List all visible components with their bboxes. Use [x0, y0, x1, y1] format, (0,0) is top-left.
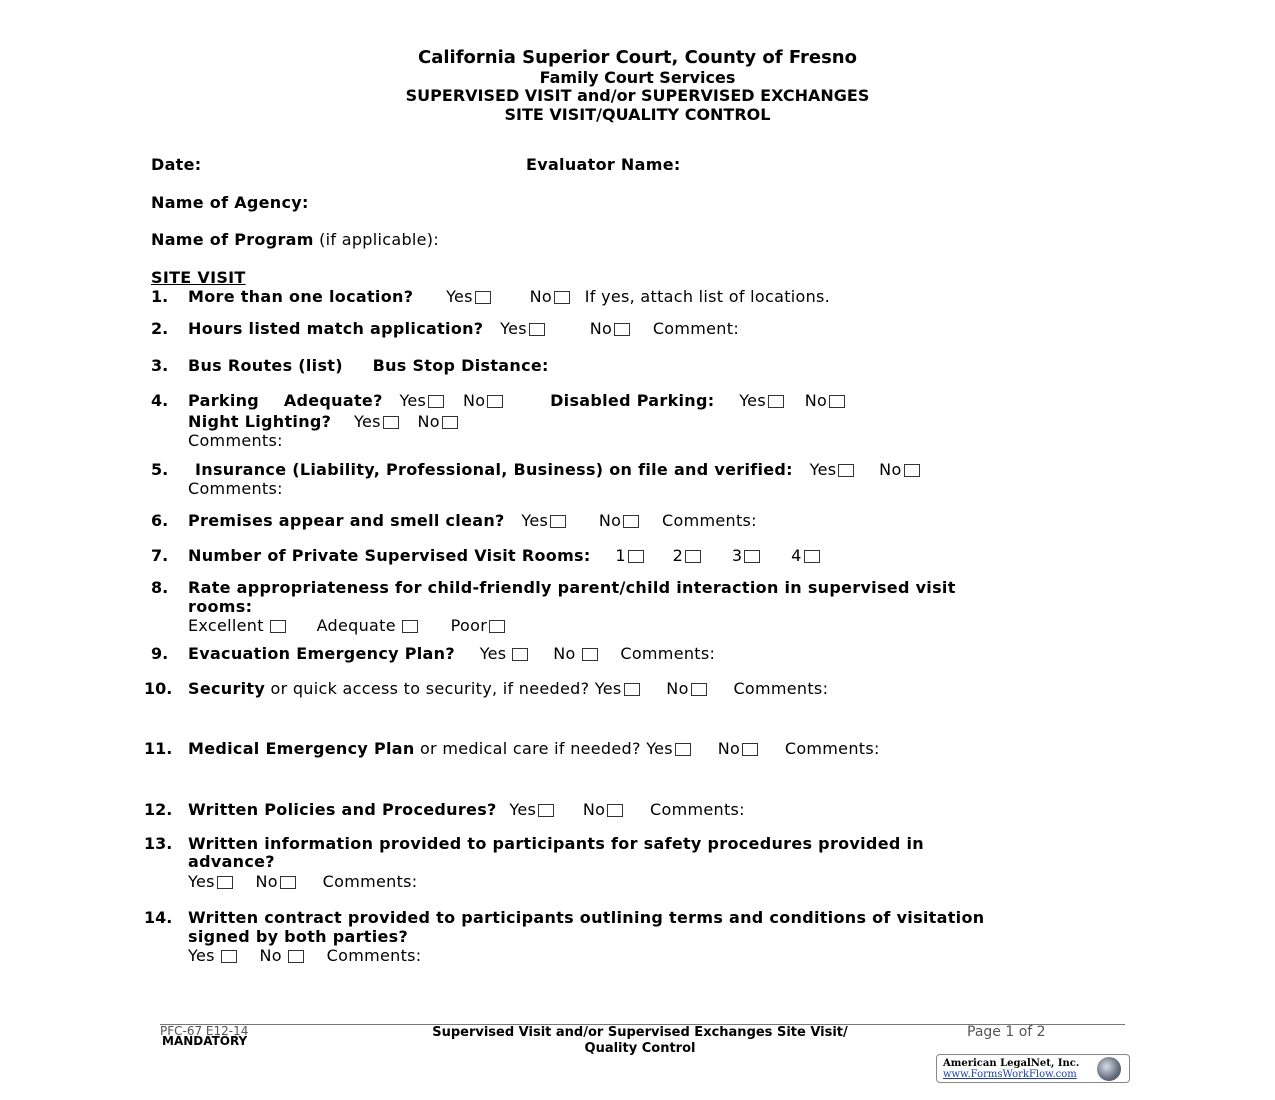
item-2-comment-label: Comment: [652, 319, 740, 338]
item-14-answers [188, 946, 421, 965]
globe-icon [1097, 1057, 1121, 1081]
item-6-question: Premises appear and smell clean? [188, 511, 505, 530]
item-4-adequate-no-checkbox[interactable] [487, 395, 503, 408]
item-number-14: 14. [144, 908, 173, 927]
item-7-option-2-checkbox[interactable] [685, 550, 701, 563]
item-4-night-no-checkbox[interactable] [442, 416, 458, 429]
item-1-yes-label: Yes [446, 287, 473, 306]
item-number-6: 6. [151, 511, 169, 530]
item-number-2: 2. [151, 319, 169, 338]
item-number-3: 3. [151, 356, 169, 375]
item-8-question: Rate appropriateness for child-friendly parent/child interaction in supervised visit [188, 578, 956, 597]
item-4-disabled-yes-label: Yes [739, 391, 766, 410]
item-5-question: Insurance (Liability, Professional, Business) on file and verified: [195, 460, 793, 479]
item-4-disabled-parking: Disabled Parking: [550, 391, 715, 410]
item-6-yes-checkbox[interactable] [550, 515, 566, 528]
item-7-option-4-checkbox[interactable] [804, 550, 820, 563]
item-8-poor-checkbox[interactable] [489, 620, 505, 633]
item-11-question-rest: or medical care if needed? [419, 739, 641, 758]
item-number-10: 10. [144, 679, 173, 698]
item-12-question: Written Policies and Procedures? [188, 800, 497, 819]
item-14-yes-label: Yes [188, 946, 215, 965]
item-number-11: 11. [144, 739, 173, 758]
item-14-no-checkbox[interactable] [288, 950, 304, 963]
item-12-no-checkbox[interactable] [607, 804, 623, 817]
page-number: Page 1 of 2 [967, 1024, 1046, 1040]
item-1 [188, 287, 830, 306]
form-title: SUPERVISED VISIT and/or SUPERVISED EXCHANGES [405, 86, 870, 105]
item-3-bus-stop-distance: Bus Stop Distance: [372, 356, 549, 375]
item-9-yes-checkbox[interactable] [512, 648, 528, 661]
item-10 [188, 679, 828, 698]
item-7-option-3-checkbox[interactable] [744, 550, 760, 563]
item-2-yes-label: Yes [500, 319, 527, 338]
program-name-note: (if applicable): [319, 230, 440, 249]
item-13-yes-checkbox[interactable] [217, 876, 233, 889]
item-6-yes-label: Yes [521, 511, 549, 530]
item-12 [188, 800, 745, 819]
item-5-comments-label: Comments: [188, 479, 283, 498]
form-id: PFC-67 E12-14 [160, 1024, 249, 1038]
item-14-comments-label: Comments: [326, 946, 422, 965]
item-13-no-label: No [255, 872, 278, 891]
item-4-adequate-yes-checkbox[interactable] [428, 395, 444, 408]
item-1-yes-checkbox[interactable] [475, 291, 491, 304]
item-13-answers [188, 872, 417, 891]
item-10-comments-label: Comments: [733, 679, 829, 698]
item-7-option-4-label: 4 [791, 546, 802, 565]
item-number-4: 4. [151, 391, 169, 410]
item-14-yes-checkbox[interactable] [221, 950, 237, 963]
section-title-site-visit: SITE VISIT [151, 268, 246, 287]
item-9-no-checkbox[interactable] [582, 648, 598, 661]
item-4-line-2 [188, 412, 458, 431]
item-4-line-1 [188, 391, 845, 410]
item-12-yes-checkbox[interactable] [538, 804, 554, 817]
mandatory-label: MANDATORY [162, 1034, 248, 1048]
item-5-yes-label: Yes [809, 460, 837, 479]
item-4-adequate-yes-label: Yes [399, 391, 427, 410]
item-11-comments-label: Comments: [784, 739, 880, 758]
item-7-option-1-checkbox[interactable] [628, 550, 644, 563]
item-13-comments-label: Comments: [322, 872, 418, 891]
item-4-disabled-yes-checkbox[interactable] [768, 395, 784, 408]
footer-title [380, 1025, 900, 1057]
item-8-excellent-checkbox[interactable] [270, 620, 286, 633]
item-8-options [188, 616, 505, 635]
item-13-question: Written information provided to participants for safety procedures provided in [188, 834, 924, 853]
publisher-logo[interactable] [936, 1054, 1130, 1083]
item-11-yes-checkbox[interactable] [675, 743, 691, 756]
item-11-yes-label: Yes [646, 739, 673, 758]
item-8-poor-label: Poor [450, 616, 488, 635]
item-7-option-2-label: 2 [672, 546, 684, 565]
program-name-label: Name of Program [151, 230, 314, 249]
item-13-yes-label: Yes [188, 872, 215, 891]
item-8-excellent-label: Excellent [188, 616, 264, 635]
item-number-8: 8. [151, 578, 169, 597]
item-8-adequate-checkbox[interactable] [402, 620, 418, 633]
form-subtitle: SITE VISIT/QUALITY CONTROL [504, 105, 771, 124]
item-2-yes-checkbox[interactable] [529, 323, 545, 336]
item-14-no-label: No [259, 946, 282, 965]
item-4-parking: Parking [188, 391, 260, 410]
item-6-comments-label: Comments: [662, 511, 757, 530]
item-8-adequate-label: Adequate [316, 616, 396, 635]
publisher-name: American LegalNet, Inc. [943, 1058, 1080, 1069]
item-1-note: If yes, attach list of locations. [584, 287, 831, 306]
item-4-adequate-no-label: No [462, 391, 486, 410]
item-number-12: 12. [144, 800, 173, 819]
item-7-option-3-label: 3 [731, 546, 743, 565]
department-title: Family Court Services [539, 68, 736, 87]
item-6-no-checkbox[interactable] [623, 515, 639, 528]
item-10-question: Security [188, 679, 266, 698]
item-2-no-checkbox[interactable] [614, 323, 630, 336]
item-10-yes-label: Yes [594, 679, 622, 698]
item-5-yes-checkbox[interactable] [838, 464, 854, 477]
item-4-adequate: Adequate? [283, 391, 383, 410]
item-1-no-label: No [529, 287, 552, 306]
item-number-5: 5. [151, 460, 169, 479]
item-5 [195, 460, 920, 479]
item-13-no-checkbox[interactable] [280, 876, 296, 889]
item-7-option-1-label: 1 [615, 546, 626, 565]
item-4-disabled-no-label: No [804, 391, 828, 410]
item-3 [188, 356, 549, 375]
item-number-13: 13. [144, 834, 173, 853]
evaluator-name-label: Evaluator Name: [526, 155, 681, 174]
item-9-no-label: No [553, 644, 576, 663]
program-name-field [151, 230, 439, 249]
item-1-no-checkbox[interactable] [554, 291, 570, 304]
item-13-question-cont: advance? [188, 852, 275, 871]
footer-title-line-1: Supervised Visit and/or Supervised Exchanges Site Visit/ [432, 1025, 848, 1040]
item-5-no-checkbox[interactable] [904, 464, 920, 477]
item-6 [188, 511, 757, 530]
item-9-comments-label: Comments: [620, 644, 716, 663]
item-11 [188, 739, 880, 758]
item-5-no-label: No [879, 460, 902, 479]
item-3-bus-routes: Bus Routes (list) [188, 356, 343, 375]
item-11-no-label: No [717, 739, 741, 758]
item-9 [188, 644, 715, 663]
item-12-comments-label: Comments: [650, 800, 745, 819]
item-2 [188, 319, 739, 338]
item-1-question: More than one location? [188, 287, 414, 306]
item-10-yes-checkbox[interactable] [624, 683, 640, 696]
item-10-no-checkbox[interactable] [691, 683, 707, 696]
item-6-no-label: No [598, 511, 622, 530]
item-2-no-label: No [589, 319, 613, 338]
date-label: Date: [151, 155, 202, 174]
item-number-9: 9. [151, 644, 169, 663]
item-12-yes-label: Yes [509, 800, 537, 819]
item-4-disabled-no-checkbox[interactable] [829, 395, 845, 408]
item-4-night-no-label: No [417, 412, 440, 431]
item-4-comments-label: Comments: [188, 431, 283, 450]
item-number-7: 7. [151, 546, 169, 565]
item-14-question: Written contract provided to participants outlining terms and conditions of visitation [188, 908, 985, 927]
footer-title-line-2: Quality Control [584, 1041, 696, 1056]
item-9-question: Evacuation Emergency Plan? [188, 644, 455, 663]
item-14-question-cont: signed by both parties? [188, 927, 409, 946]
item-4-night-lighting: Night Lighting? [188, 412, 332, 431]
item-2-question: Hours listed match application? [188, 319, 484, 338]
item-10-no-label: No [666, 679, 689, 698]
item-11-no-checkbox[interactable] [742, 743, 758, 756]
agency-name-label: Name of Agency: [151, 193, 309, 212]
item-12-no-label: No [582, 800, 606, 819]
item-4-night-yes-label: Yes [354, 412, 381, 431]
item-8-question-cont: rooms: [188, 597, 253, 616]
item-4-night-yes-checkbox[interactable] [383, 416, 399, 429]
court-title: California Superior Court, County of Fresno [418, 47, 857, 68]
item-10-question-rest: or quick access to security, if needed? [270, 679, 590, 698]
item-number-1: 1. [151, 287, 169, 306]
publisher-link[interactable]: www.FormsWorkFlow.com [943, 1069, 1077, 1080]
item-11-question: Medical Emergency Plan [188, 739, 415, 758]
item-7 [188, 546, 820, 565]
item-9-yes-label: Yes [479, 644, 507, 663]
item-7-question: Number of Private Supervised Visit Rooms: [188, 546, 591, 565]
